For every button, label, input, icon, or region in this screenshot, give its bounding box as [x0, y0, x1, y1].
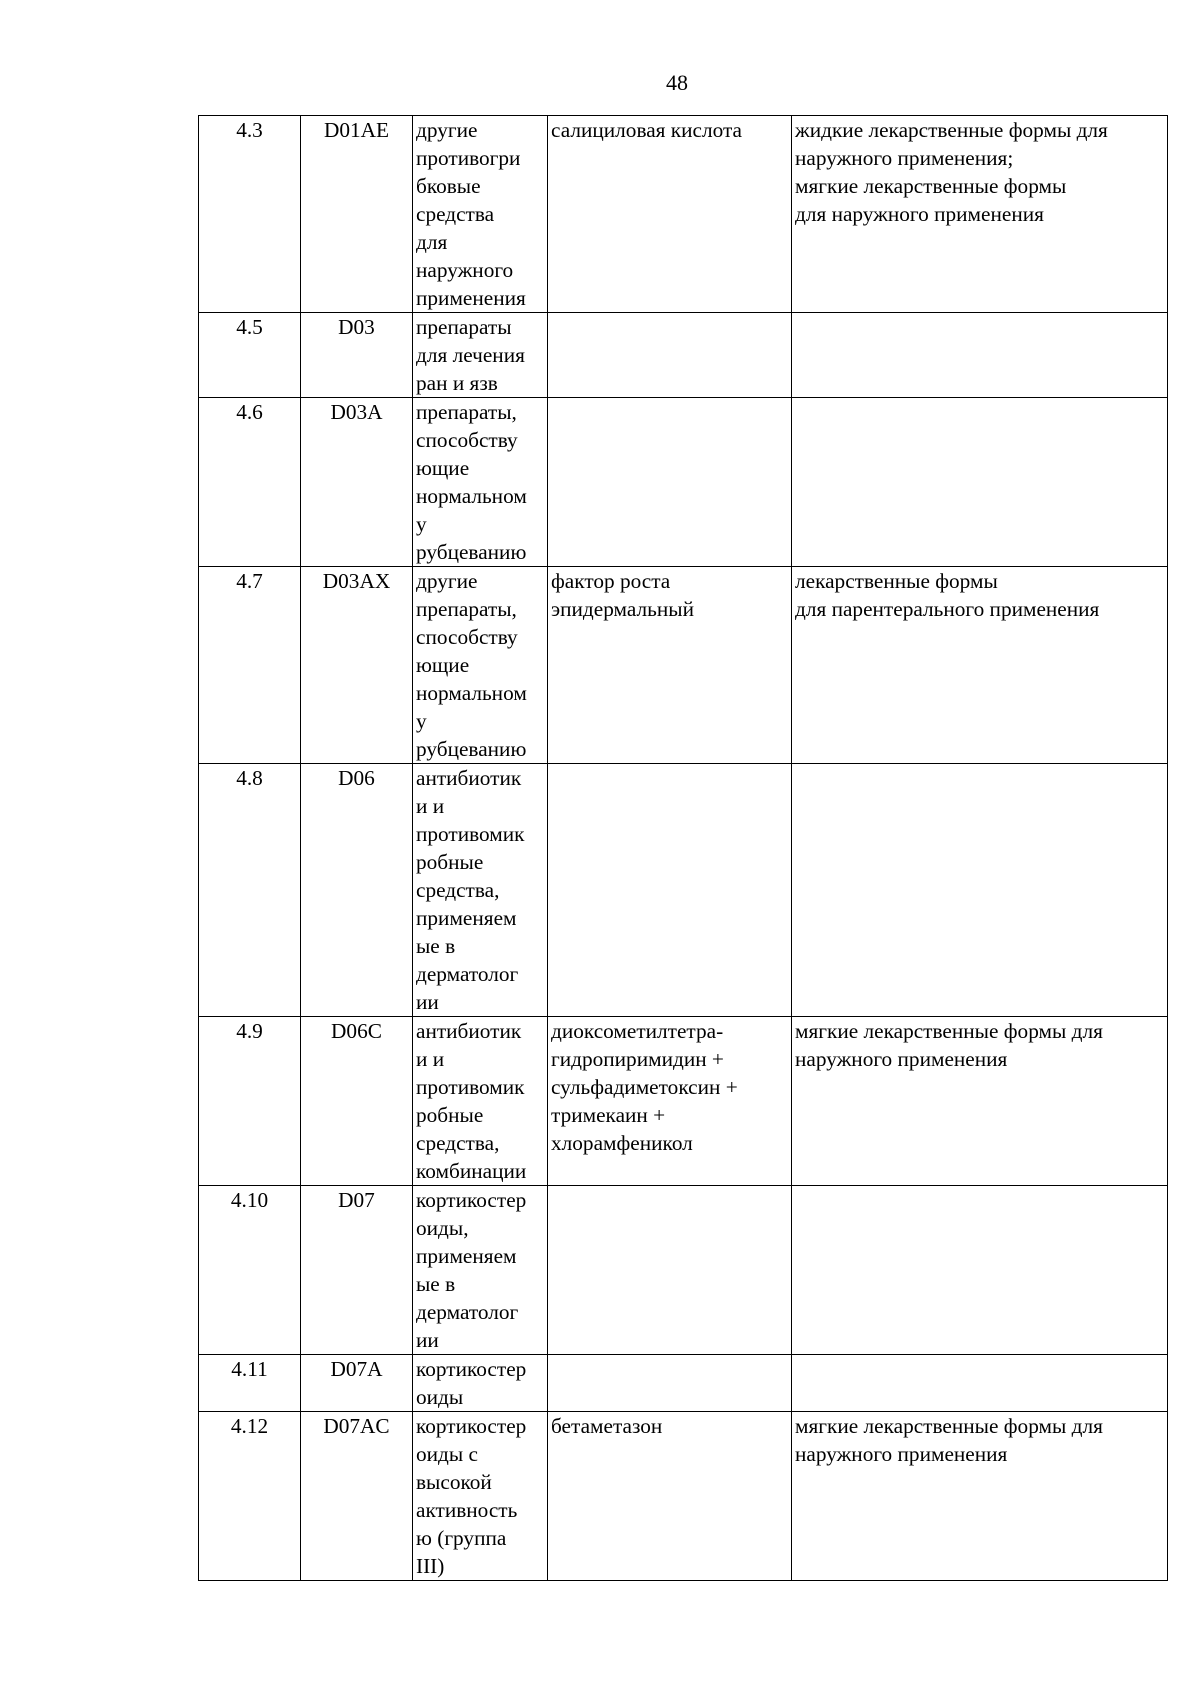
dosage-form-cell [792, 1412, 1168, 1581]
dosage-form-line: мягкие лекарственные формы для [795, 1414, 1103, 1438]
atc-group-cell [413, 116, 548, 313]
atc-group-line: ые в [416, 1272, 456, 1296]
atc-group-line: другие [416, 118, 478, 142]
dosage-form-line: для парентерального применения [795, 597, 1100, 621]
atc-code-cell: D07 [301, 1186, 413, 1355]
atc-group-line: нормальном [416, 484, 527, 508]
atc-group-cell [413, 1186, 548, 1355]
atc-group-line: средства [416, 202, 495, 226]
atc-group-line: у [416, 709, 427, 733]
atc-group-cell [413, 567, 548, 764]
atc-group-line: кортикостер [416, 1357, 527, 1381]
atc-group-line: способству [416, 428, 518, 452]
atc-group-line: и и [416, 1047, 445, 1071]
row-number-cell: 4.12 [199, 1412, 301, 1581]
atc-group-line: III) [416, 1554, 445, 1578]
atc-group-line: ран и язв [416, 371, 498, 395]
atc-group-line: применяем [416, 1244, 517, 1268]
dosage-form-cell [792, 1355, 1168, 1412]
atc-group-line: кортикостер [416, 1188, 527, 1212]
drug-name-line: фактор роста [551, 569, 671, 593]
dosage-form-cell [792, 1186, 1168, 1355]
drug-name-cell [548, 1017, 792, 1186]
atc-group-cell [413, 1412, 548, 1581]
drug-name-line: бетаметазон [551, 1414, 663, 1438]
table-row [199, 764, 1168, 1017]
atc-code-cell: D06 [301, 764, 413, 1017]
dosage-form-line: для наружного применения [795, 202, 1044, 226]
atc-group-line: средства, [416, 878, 500, 902]
dosage-form-line: наружного применения; [795, 146, 1014, 170]
atc-group-line: противогри [416, 146, 521, 170]
atc-group-line: дерматолог [416, 1300, 519, 1324]
row-number-cell: 4.8 [199, 764, 301, 1017]
row-number-cell: 4.10 [199, 1186, 301, 1355]
atc-group-line: у [416, 512, 427, 536]
atc-group-line: нормальном [416, 681, 527, 705]
atc-group-line: рубцеванию [416, 737, 527, 761]
drug-name-line: эпидермальный [551, 597, 694, 621]
dosage-form-line: наружного применения [795, 1047, 1008, 1071]
row-number-cell: 4.11 [199, 1355, 301, 1412]
atc-group-line: оиды с [416, 1442, 478, 1466]
drug-name-cell [548, 116, 792, 313]
atc-group-line: средства, [416, 1131, 500, 1155]
atc-group-line: препараты [416, 315, 512, 339]
atc-group-line: антибиотик [416, 1019, 522, 1043]
dosage-form-cell [792, 116, 1168, 313]
drug-name-line: салициловая кислота [551, 118, 743, 142]
atc-group-line: противомик [416, 822, 525, 846]
atc-code-cell: D07A [301, 1355, 413, 1412]
table-row [199, 1355, 1168, 1412]
atc-group-line: ющие [416, 653, 470, 677]
page-number: 48 [666, 70, 688, 95]
drug-name-cell [548, 1355, 792, 1412]
atc-group-line: применения [416, 286, 526, 310]
table-row [199, 398, 1168, 567]
atc-group-line: способству [416, 625, 518, 649]
atc-group-line: антибиотик [416, 766, 522, 790]
atc-group-line: препараты, [416, 400, 517, 424]
dosage-form-line: мягкие лекарственные формы для [795, 1019, 1103, 1043]
atc-group-line: ю (группа [416, 1526, 507, 1550]
row-number-cell: 4.7 [199, 567, 301, 764]
atc-group-line: для [416, 230, 448, 254]
atc-group-line: препараты, [416, 597, 517, 621]
atc-group-line: другие [416, 569, 478, 593]
dosage-form-cell [792, 567, 1168, 764]
row-number-cell: 4.9 [199, 1017, 301, 1186]
drug-name-cell [548, 764, 792, 1017]
atc-group-line: и и [416, 794, 445, 818]
drug-name-cell [548, 1186, 792, 1355]
drug-name-cell [548, 1412, 792, 1581]
row-number-cell: 4.6 [199, 398, 301, 567]
atc-code-cell: D03AX [301, 567, 413, 764]
atc-group-line: высокой [416, 1470, 492, 1494]
atc-group-cell [413, 764, 548, 1017]
drug-name-line: хлорамфеникол [551, 1131, 693, 1155]
drug-table [198, 115, 1168, 1581]
atc-code-cell: D07AC [301, 1412, 413, 1581]
drug-name-cell [548, 313, 792, 398]
atc-group-line: бковые [416, 174, 481, 198]
atc-group-cell [413, 313, 548, 398]
dosage-form-line: мягкие лекарственные формы [795, 174, 1067, 198]
dosage-form-cell [792, 313, 1168, 398]
atc-group-line: для лечения [416, 343, 525, 367]
atc-group-line: дерматолог [416, 962, 519, 986]
table-row [199, 1412, 1168, 1581]
atc-group-line: оиды, [416, 1216, 469, 1240]
drug-name-line: тримекаин + [551, 1103, 666, 1127]
atc-group-line: ющие [416, 456, 470, 480]
atc-group-line: ые в [416, 934, 456, 958]
atc-group-line: противомик [416, 1075, 525, 1099]
table-row [199, 116, 1168, 313]
atc-code-cell: D03 [301, 313, 413, 398]
atc-group-cell [413, 1355, 548, 1412]
atc-group-line: рубцеванию [416, 540, 527, 564]
dosage-form-cell [792, 398, 1168, 567]
atc-group-line: робные [416, 1103, 484, 1127]
atc-group-line: ии [416, 990, 439, 1014]
drug-name-line: гидропиримидин + [551, 1047, 724, 1071]
table-row [199, 1017, 1168, 1186]
drug-name-line: сульфадиметоксин + [551, 1075, 738, 1099]
atc-group-line: оиды [416, 1385, 464, 1409]
row-number-cell: 4.3 [199, 116, 301, 313]
drug-name-cell [548, 567, 792, 764]
atc-group-line: комбинации [416, 1159, 527, 1183]
dosage-form-cell [792, 764, 1168, 1017]
atc-group-line: применяем [416, 906, 517, 930]
table-row [199, 313, 1168, 398]
dosage-form-line: жидкие лекарственные формы для [795, 118, 1108, 142]
table-row [199, 567, 1168, 764]
atc-group-line: активность [416, 1498, 518, 1522]
dosage-form-cell [792, 1017, 1168, 1186]
atc-group-cell [413, 1017, 548, 1186]
dosage-form-line: лекарственные формы [795, 569, 998, 593]
atc-code-cell: D01AE [301, 116, 413, 313]
table-row [199, 1186, 1168, 1355]
atc-group-line: робные [416, 850, 484, 874]
atc-group-cell [413, 398, 548, 567]
drug-name-cell [548, 398, 792, 567]
atc-code-cell: D03A [301, 398, 413, 567]
atc-group-line: наружного [416, 258, 514, 282]
table-body [199, 116, 1168, 1581]
atc-group-line: кортикостер [416, 1414, 527, 1438]
dosage-form-line: наружного применения [795, 1442, 1008, 1466]
atc-group-line: ии [416, 1328, 439, 1352]
row-number-cell: 4.5 [199, 313, 301, 398]
drug-name-line: диоксометилтетра- [551, 1019, 724, 1043]
atc-code-cell: D06C [301, 1017, 413, 1186]
